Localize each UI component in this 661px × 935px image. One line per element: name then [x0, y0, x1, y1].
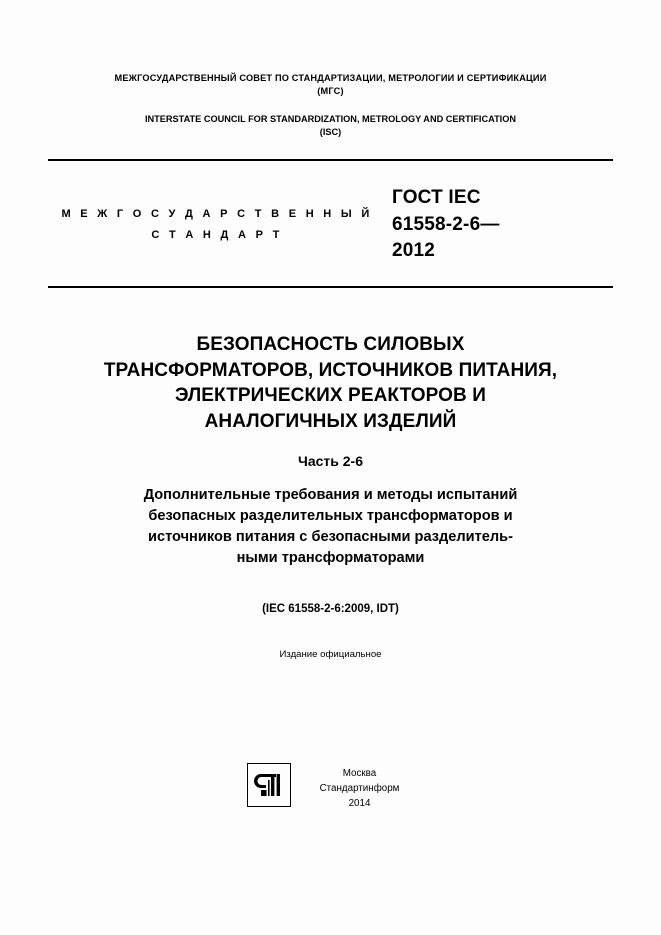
subtitle — [48, 485, 613, 570]
council-header — [48, 72, 613, 139]
council-abbr-ru: (МГС) — [317, 86, 344, 97]
standard-word-line1: М Е Ж Г О С У Д А Р С Т В Е Н Н Ы Й — [61, 207, 373, 220]
title-line-3: ЭЛЕКТРИЧЕСКИХ РЕАКТОРОВ И — [174, 385, 487, 407]
standard-band — [48, 161, 613, 286]
subtitle-line-4: ными трансформаторами — [236, 550, 425, 567]
standard-code-line2: 61558-2-6— — [392, 213, 500, 235]
header-spacer — [48, 99, 613, 113]
part-number: Часть 2-6 — [298, 452, 363, 469]
title-line-1: БЕЗОПАСНОСТЬ СИЛОВЫХ — [196, 334, 465, 356]
council-name-en: INTERSTATE COUNCIL FOR STANDARDIZATION, METROLOGY AND CERTIFICATION — [144, 113, 517, 124]
standard-code-line1: ГОСТ IEC — [392, 187, 481, 209]
subtitle-line-3: источников питания с безопасными разделитель- — [147, 528, 513, 545]
standard-code — [378, 185, 613, 264]
publisher-year: 2014 — [348, 798, 371, 810]
standard-word — [48, 204, 378, 246]
council-name-ru: МЕЖГОСУДАРСТВЕННЫЙ СОВЕТ ПО СТАНДАРТИЗАЦИИ, МЕТРОЛОГИИ И СЕРТИФИКАЦИИ — [114, 73, 547, 83]
publisher-text — [305, 760, 415, 812]
council-abbr-en: (ISC) — [319, 127, 342, 138]
page-title — [48, 332, 613, 435]
standartinform-logo-icon — [247, 763, 291, 807]
title-line-2: ТРАНСФОРМАТОРОВ, ИСТОЧНИКОВ ПИТАНИЯ, — [103, 359, 558, 381]
standard-word-line2: С Т А Н Д А Р Т — [151, 228, 283, 241]
title-line-4: АНАЛОГИЧНЫХ ИЗДЕЛИЙ — [204, 410, 457, 432]
standard-code-line3: 2012 — [392, 239, 436, 261]
publisher-name: Стандартинформ — [319, 783, 400, 795]
page-content — [48, 0, 613, 935]
divider-bottom — [48, 286, 613, 288]
iec-reference: (IEC 61558-2-6:2009, IDT) — [262, 603, 399, 616]
official-edition-note: Издание официальное — [279, 649, 382, 661]
publisher-block — [48, 760, 613, 812]
publisher-city: Москва — [342, 768, 377, 779]
subtitle-line-2: безопасных разделительных трансформаторов и — [148, 507, 513, 524]
subtitle-line-1: Дополнительные требования и методы испытаний — [143, 486, 518, 503]
